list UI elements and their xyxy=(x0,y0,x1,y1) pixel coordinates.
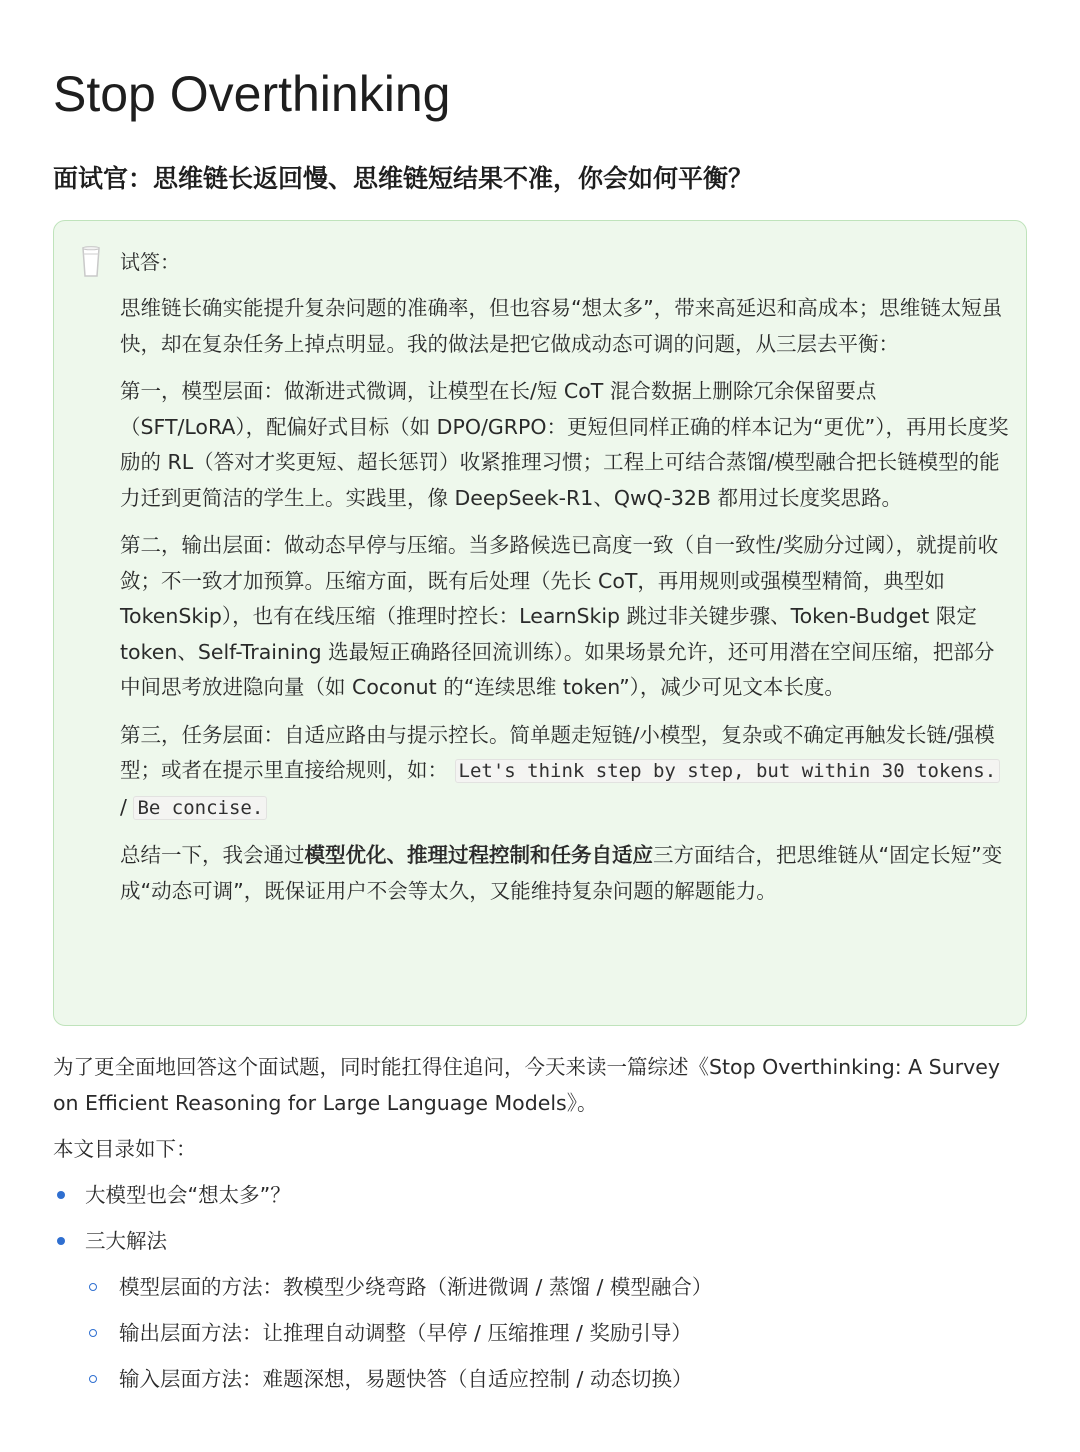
answer-point-3 xyxy=(120,718,1010,827)
toc-sublist xyxy=(85,1269,1027,1397)
toc-subitem: 模型层面的方法：教模型少绕弯路（渐进微调 / 蒸馏 / 模型融合） xyxy=(85,1269,1027,1305)
inline-code-think-step: Let's think step by step, but within 30 tokens. xyxy=(455,759,1001,783)
page-title: Stop Overthinking xyxy=(53,66,451,122)
toc-item xyxy=(53,1223,1027,1397)
toc-subitem: 输入层面方法：难题深想，易题快答（自适应控制 / 动态切换） xyxy=(85,1361,1027,1397)
toc-heading: 本文目录如下： xyxy=(53,1137,197,1161)
answer-summary xyxy=(120,838,1010,909)
summary-bold: 模型优化、推理过程控制和任务自适应 xyxy=(304,843,653,867)
cup-icon xyxy=(80,245,102,279)
answer-point-2: 第二，输出层面：做动态早停与压缩。当多路候选已高度一致（自一致性/奖励分过阈），就提前收敛；不一致才加预算。压缩方面，既有后处理（先长 CoT，再用规则或强模型精简，典型如 TokenSkip），也有在线压缩（推理时控长：LearnSkip 跳过非关键步骤、Token-Budget 限定 token、Self-Training 选最短正确路径回流训练）。如果场景允许，还可用潜在空间压缩，把部分中间思考放进隐向量（如 Coconut 的“连续思维 token”），减少可见文本长度。 xyxy=(120,533,999,699)
inline-code-be-concise: Be concise. xyxy=(133,796,267,820)
article-continuation xyxy=(53,1049,1027,1407)
table-of-contents xyxy=(53,1177,1027,1397)
answer-callout xyxy=(53,220,1027,1026)
summary-prefix: 总结一下，我会通过 xyxy=(120,843,305,867)
answer-intro: 思维链长确实能提升复杂问题的准确率，但也容易“想太多”，带来高延迟和高成本；思维链太短虽快，却在复杂任务上掉点明显。我的做法是把它做成动态可调的问题，从三层去平衡： xyxy=(120,296,1003,356)
code-separator: / xyxy=(120,794,134,819)
toc-item: 大模型也会“想太多”？ xyxy=(53,1177,1027,1213)
interview-question: 面试官：思维链长返回慢、思维链短结果不准，你会如何平衡？ xyxy=(53,164,754,193)
answer-point-1: 第一，模型层面：做渐进式微调，让模型在长/短 CoT 混合数据上删除冗余保留要点（SFT/LoRA），配偏好式目标（如 DPO/GRPO：更短但同样正确的样本记为“更优”），再用长度奖励的 RL（答对才奖更短、超长惩罚）收紧推理习惯；工程上可结合蒸馏/模型融合把长链模型的能力迁到更简洁的学生上。实践里，像 DeepSeek-R1、QwQ-32B 都用过长度奖思路。 xyxy=(120,379,1009,510)
survey-intro: 为了更全面地回答这个面试题，同时能扛得住追问，今天来读一篇综述《Stop Overthinking: A Survey on Efficient Reasoning for Large Language Models》。 xyxy=(53,1055,1000,1115)
toc-subitem: 输出层面方法：让推理自动调整（早停 / 压缩推理 / 奖励引导） xyxy=(85,1315,1027,1351)
answer-heading: 试答： xyxy=(120,250,180,274)
point3-text: 第三，任务层面：自适应路由与提示控长。简单题走短链/小模型，复杂或不确定再触发长链/强模型；或者在提示里直接给规则，如： xyxy=(120,722,995,782)
toc-item-label: 三大解法 xyxy=(85,1229,167,1253)
summary-suffix: 三方面结合，把思维链从“固定长短”变成“动态可调”，既保证用户不会等太久，又能维持复杂问题的解题能力。 xyxy=(120,843,1003,903)
answer-body xyxy=(120,291,1010,921)
